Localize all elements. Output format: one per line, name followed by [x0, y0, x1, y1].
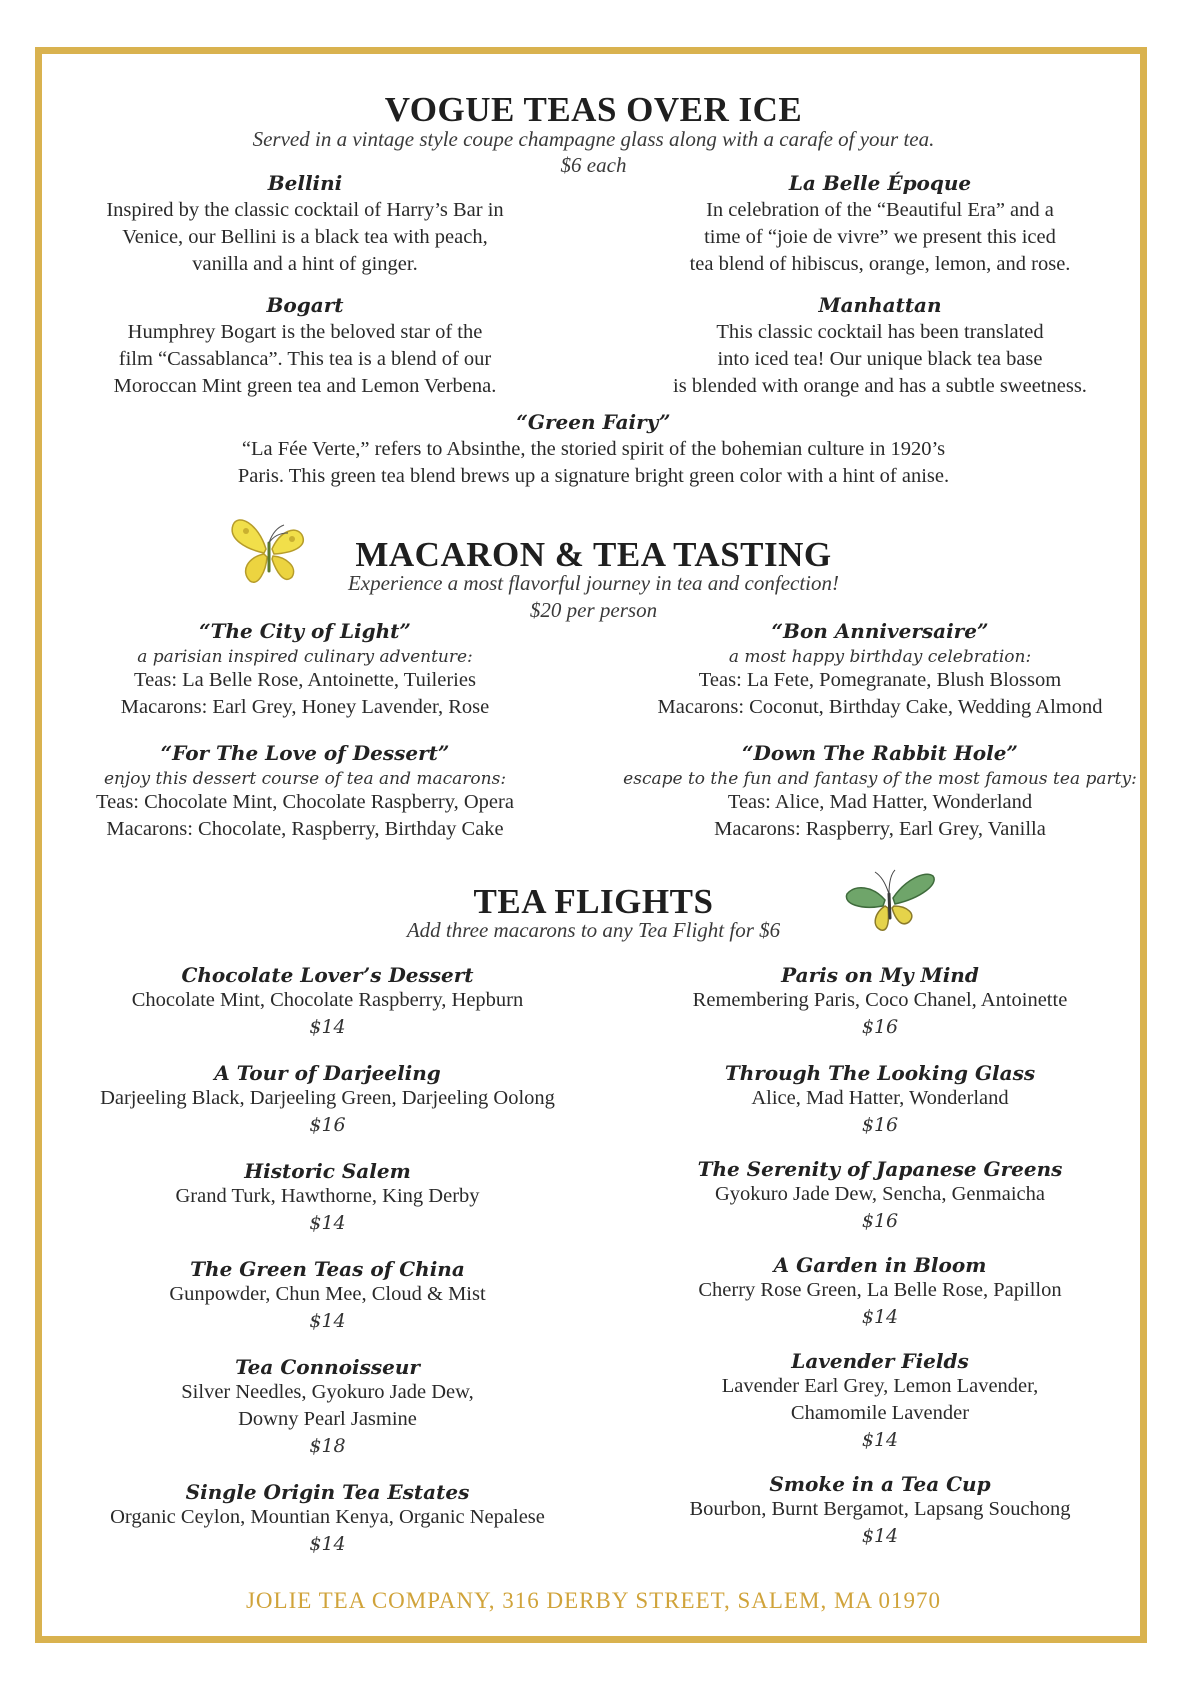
- menu-item-manhattan: [610, 293, 1150, 400]
- macaron-price: $20 per person: [529, 598, 658, 622]
- item-title: Through The Looking Glass: [724, 1061, 1036, 1085]
- item-price: $14: [309, 1310, 346, 1332]
- item-teas: Teas: Alice, Mad Hatter, Wonderland: [727, 791, 1033, 813]
- item-title: The Green Teas of China: [190, 1257, 465, 1281]
- vogue-section-subtitle: Served in a vintage style coupe champagne glass along with a carafe of your tea.: [252, 127, 935, 151]
- menu-item-bellini: [55, 171, 555, 278]
- flight-paris-on-my-mind: [610, 963, 1150, 1041]
- item-price: $14: [861, 1525, 899, 1547]
- item-teas: Teas: La Fete, Pomegranate, Blush Blossom: [698, 669, 1062, 691]
- item-teas: Teas: Chocolate Mint, Chocolate Raspberry, Opera: [96, 791, 514, 813]
- vogue-section-title: VOGUE TEAS OVER ICE: [384, 90, 803, 129]
- item-macarons: Macarons: Earl Grey, Honey Lavender, Rose: [120, 696, 490, 718]
- item-tagline: a most happy birthday celebration:: [728, 647, 1032, 667]
- item-price: $16: [861, 1114, 899, 1136]
- tasting-down-the-rabbit-hole: [610, 741, 1150, 843]
- item-description-line: tea blend of hibiscus, orange, lemon, and rose.: [689, 253, 1071, 275]
- item-description-line: vanilla and a hint of ginger.: [192, 253, 418, 275]
- item-description-line: into iced tea! Our unique black tea base: [717, 348, 1043, 370]
- item-teas: Chocolate Mint, Chocolate Raspberry, Hepburn: [131, 989, 524, 1011]
- item-description-line: is blended with orange and has a subtle sweetness.: [673, 375, 1087, 397]
- item-title: Chocolate Lover’s Dessert: [181, 963, 474, 987]
- item-title: Tea Connoisseur: [235, 1355, 420, 1379]
- item-teas: Grand Turk, Hawthorne, King Derby: [175, 1185, 480, 1207]
- flight-single-origin-tea-estates: [55, 1480, 600, 1558]
- flight-chocolate-lovers-dessert: [55, 963, 600, 1041]
- item-price: $14: [309, 1212, 346, 1234]
- item-price: $14: [861, 1429, 899, 1451]
- vogue-price: $6 each: [560, 153, 627, 177]
- flight-through-the-looking-glass: [610, 1061, 1150, 1139]
- item-title: A Garden in Bloom: [773, 1253, 987, 1277]
- item-title: “For The Love of Dessert”: [160, 741, 450, 765]
- item-price: $14: [861, 1306, 899, 1328]
- item-title: A Tour of Darjeeling: [214, 1061, 441, 1085]
- item-teas: Darjeeling Black, Darjeeling Green, Darjeeling Oolong: [100, 1087, 555, 1109]
- item-price: $18: [309, 1435, 346, 1457]
- menu-item-green-fairy: [0, 410, 1187, 490]
- item-price: $16: [861, 1016, 899, 1038]
- tasting-city-of-light: [55, 619, 555, 721]
- flights-section-subtitle: Add three macarons to any Tea Flight for $6: [406, 918, 781, 942]
- tasting-bon-anniversaire: [610, 619, 1150, 721]
- item-title: Single Origin Tea Estates: [185, 1480, 470, 1504]
- item-teas: Alice, Mad Hatter, Wonderland: [751, 1087, 1009, 1109]
- item-description-line: Venice, our Bellini is a black tea with peach,: [122, 226, 488, 248]
- item-price: $14: [309, 1016, 346, 1038]
- item-title: Bogart: [266, 293, 344, 317]
- item-teas: Remembering Paris, Coco Chanel, Antoinette: [692, 989, 1068, 1011]
- item-macarons: Macarons: Chocolate, Raspberry, Birthday Cake: [106, 818, 504, 840]
- item-title: The Serenity of Japanese Greens: [697, 1157, 1063, 1181]
- item-description-line: Humphrey Bogart is the beloved star of the: [127, 321, 483, 343]
- flights-section-title: TEA FLIGHTS: [473, 882, 714, 921]
- company-address-footer: JOLIE TEA COMPANY, 316 DERBY STREET, SALEM, MA 01970: [245, 1588, 941, 1613]
- item-title: La Belle Époque: [788, 171, 972, 195]
- item-teas: Teas: La Belle Rose, Antoinette, Tuileries: [134, 669, 476, 691]
- item-teas: Organic Ceylon, Mountian Kenya, Organic Nepalese: [110, 1506, 545, 1528]
- menu-item-bogart: [55, 293, 555, 400]
- item-title: Manhattan: [818, 293, 942, 317]
- item-title: Smoke in a Tea Cup: [769, 1472, 991, 1496]
- item-description-line: film “Cassablanca”. This tea is a blend of our: [118, 348, 492, 370]
- item-price: $16: [309, 1114, 346, 1136]
- item-description-line: Moroccan Mint green tea and Lemon Verbena.: [113, 375, 497, 397]
- item-teas-line: Lavender Earl Grey, Lemon Lavender,: [721, 1375, 1039, 1397]
- item-description-line: “La Fée Verte,” refers to Absinthe, the storied spirit of the bohemian culture in 1920’s: [241, 438, 946, 460]
- item-teas-line: Downy Pearl Jasmine: [238, 1408, 417, 1430]
- item-title: Paris on My Mind: [781, 963, 979, 987]
- macaron-section-title: MACARON & TEA TASTING: [355, 535, 832, 574]
- item-description-line: In celebration of the “Beautiful Era” and a: [706, 199, 1054, 221]
- item-tagline: escape to the fun and fantasy of the most famous tea party:: [623, 769, 1137, 789]
- item-tagline: a parisian inspired culinary adventure:: [137, 647, 473, 667]
- item-title: “Green Fairy”: [516, 410, 671, 434]
- item-macarons: Macarons: Raspberry, Earl Grey, Vanilla: [714, 818, 1046, 840]
- item-title: “Bon Anniversaire”: [771, 619, 989, 643]
- flight-serenity-of-japanese-greens: [610, 1157, 1150, 1235]
- item-title: Historic Salem: [244, 1159, 411, 1183]
- macaron-section-subtitle: Experience a most flavorful journey in tea and confection!: [347, 571, 840, 595]
- item-teas: Gunpowder, Chun Mee, Cloud & Mist: [169, 1283, 486, 1305]
- flight-smoke-in-a-tea-cup: [610, 1472, 1150, 1550]
- item-title: Lavender Fields: [791, 1349, 969, 1373]
- item-teas-line: Silver Needles, Gyokuro Jade Dew,: [181, 1381, 474, 1403]
- item-price: $16: [861, 1210, 899, 1232]
- item-teas: Gyokuro Jade Dew, Sencha, Genmaicha: [715, 1183, 1045, 1205]
- menu-item-la-belle-epoque: [610, 171, 1150, 278]
- flight-garden-in-bloom: [610, 1253, 1150, 1331]
- item-tagline: enjoy this dessert course of tea and macarons:: [103, 769, 507, 789]
- item-price: $14: [309, 1533, 346, 1555]
- item-title: Bellini: [267, 171, 343, 195]
- flight-tea-connoisseur: [55, 1355, 600, 1460]
- flight-lavender-fields: [610, 1349, 1150, 1454]
- item-teas-line: Chamomile Lavender: [790, 1402, 970, 1424]
- item-teas: Cherry Rose Green, La Belle Rose, Papillon: [698, 1279, 1062, 1301]
- flight-historic-salem: [55, 1159, 600, 1237]
- item-title: “The City of Light”: [199, 619, 411, 643]
- item-title: “Down The Rabbit Hole”: [742, 741, 1018, 765]
- tasting-love-of-dessert: [55, 741, 555, 843]
- item-teas: Bourbon, Burnt Bergamot, Lapsang Souchong: [689, 1498, 1071, 1520]
- item-description-line: Inspired by the classic cocktail of Harry’s Bar in: [106, 199, 504, 221]
- flight-tour-of-darjeeling: [55, 1061, 600, 1139]
- item-description-line: Paris. This green tea blend brews up a signature bright green color with a hint of anise.: [237, 465, 950, 487]
- flight-green-teas-of-china: [55, 1257, 600, 1335]
- item-description-line: This classic cocktail has been translated: [716, 321, 1044, 343]
- item-description-line: time of “joie de vivre” we present this iced: [704, 226, 1056, 248]
- item-macarons: Macarons: Coconut, Birthday Cake, Wedding Almond: [657, 696, 1103, 718]
